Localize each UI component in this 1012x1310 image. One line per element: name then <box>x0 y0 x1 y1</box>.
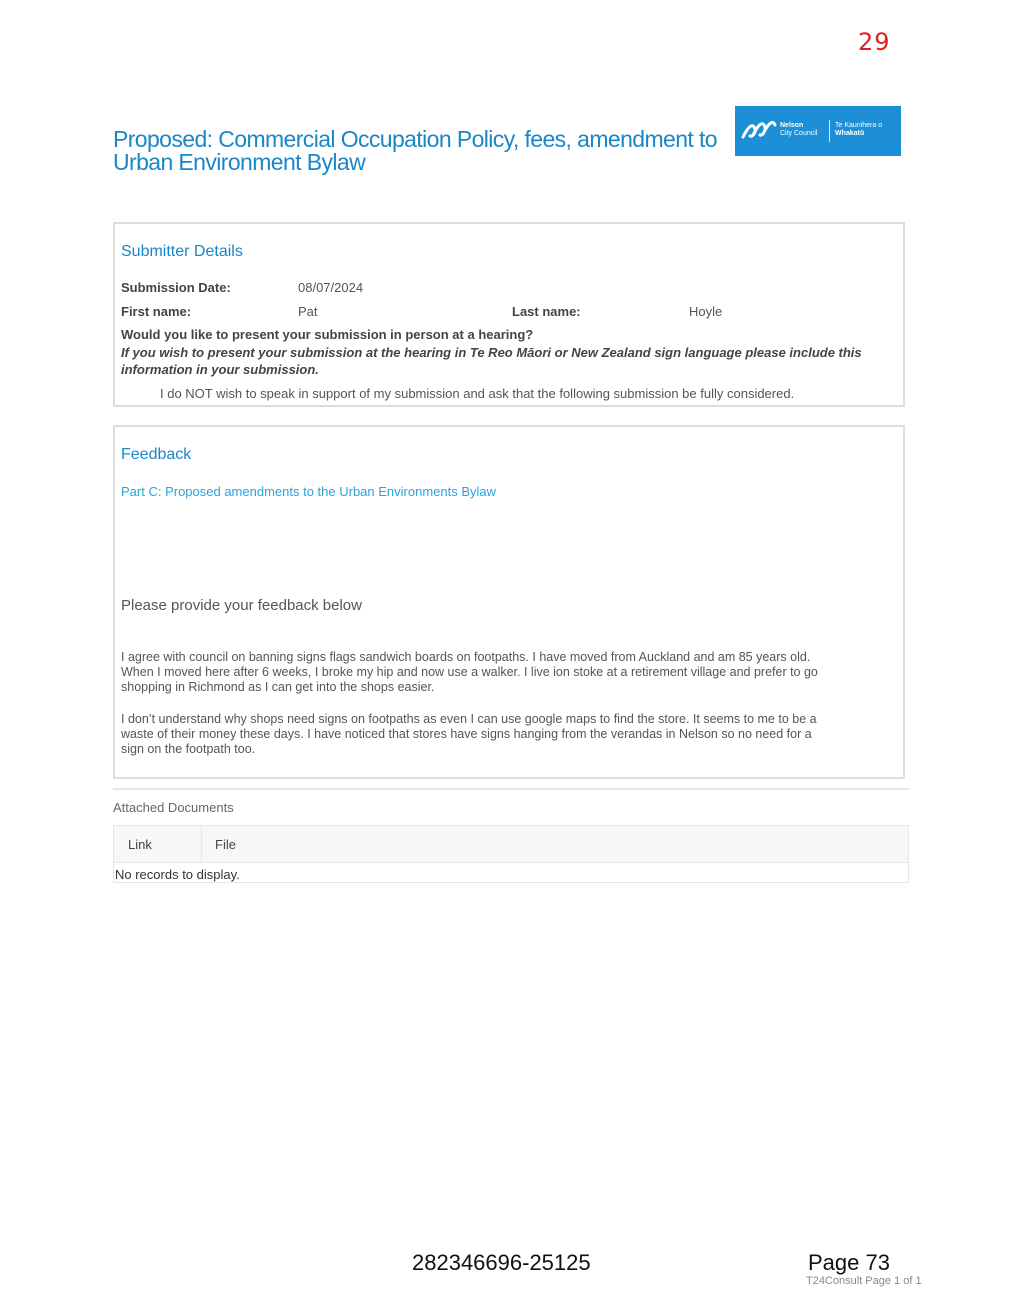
page-number: Page 73 <box>808 1250 890 1275</box>
submitter-details-heading: Submitter Details <box>121 243 243 260</box>
feedback-paragraph-2: I don’t understand why shops need signs on footpaths as even I can use google maps to find the store. It seems to me to be a waste of their money these days. I have noticed that stores have signs hanging from the verandas in Nelson so no need for a sign on the footpath too. <box>121 712 817 756</box>
hearing-note: If you wish to present your submission at the hearing in Te Reo Māori or New Zealand sign language please include this information in your submission. <box>121 345 862 377</box>
attachments-table <box>113 825 909 883</box>
submission-date-value: 08/07/2024 <box>298 280 364 295</box>
logo-org-line2: City Council <box>780 130 818 137</box>
last-name-value: Hoyle <box>689 304 723 319</box>
column-header-file[interactable]: File <box>215 837 236 852</box>
column-header-link[interactable]: Link <box>128 837 152 852</box>
logo-maori-name <box>835 122 882 138</box>
first-name-label: First name: <box>121 304 192 319</box>
council-logo <box>735 106 901 156</box>
logo-divider <box>829 120 830 142</box>
attachments-heading: Attached Documents <box>113 800 234 815</box>
feedback-prompt: Please provide your feedback below <box>121 597 362 614</box>
document-id: 282346696-25125 <box>412 1250 591 1275</box>
attachments-table-header <box>114 826 908 863</box>
feedback-part-title: Part C: Proposed amendments to the Urban Environments Bylaw <box>121 484 497 499</box>
feedback-heading: Feedback <box>121 446 192 463</box>
logo-maori-line1: Te Kaunihera o <box>835 122 883 129</box>
logo-org-line1: Nelson <box>780 122 804 129</box>
submitter-details-panel <box>113 222 905 407</box>
submission-date-label: Submission Date: <box>121 280 231 295</box>
hearing-question: Would you like to present your submission in person at a hearing? <box>121 327 534 342</box>
feedback-paragraph-1: I agree with council on banning signs flags sandwich boards on footpaths. I have moved from Auckland and am 85 years old. When I moved here after 6 weeks, I broke my hip and now use a walker. I live ion stoke at a retirement village and prefer to go shopping in Richmond as I can get into the shops easier. <box>121 650 818 694</box>
first-name-value: Pat <box>298 304 318 319</box>
page-title: Proposed: Commercial Occupation Policy, fees, amendment to Urban Environment Bylaw <box>113 126 717 175</box>
column-separator <box>201 826 202 862</box>
nelson-city-council-logo-icon <box>741 115 777 145</box>
logo-maori-line2: Whakatū <box>835 130 865 137</box>
hearing-answer: I do NOT wish to speak in support of my submission and ask that the following submission be fully considered. <box>160 386 795 401</box>
feedback-panel <box>113 425 905 779</box>
footer-source: T24Consult Page 1 of 1 <box>806 1275 922 1287</box>
attachments-divider <box>113 788 909 790</box>
page-marker: 29 <box>858 28 891 56</box>
no-records-message: No records to display. <box>115 867 240 882</box>
logo-org-name <box>780 122 817 138</box>
last-name-label: Last name: <box>512 304 581 319</box>
